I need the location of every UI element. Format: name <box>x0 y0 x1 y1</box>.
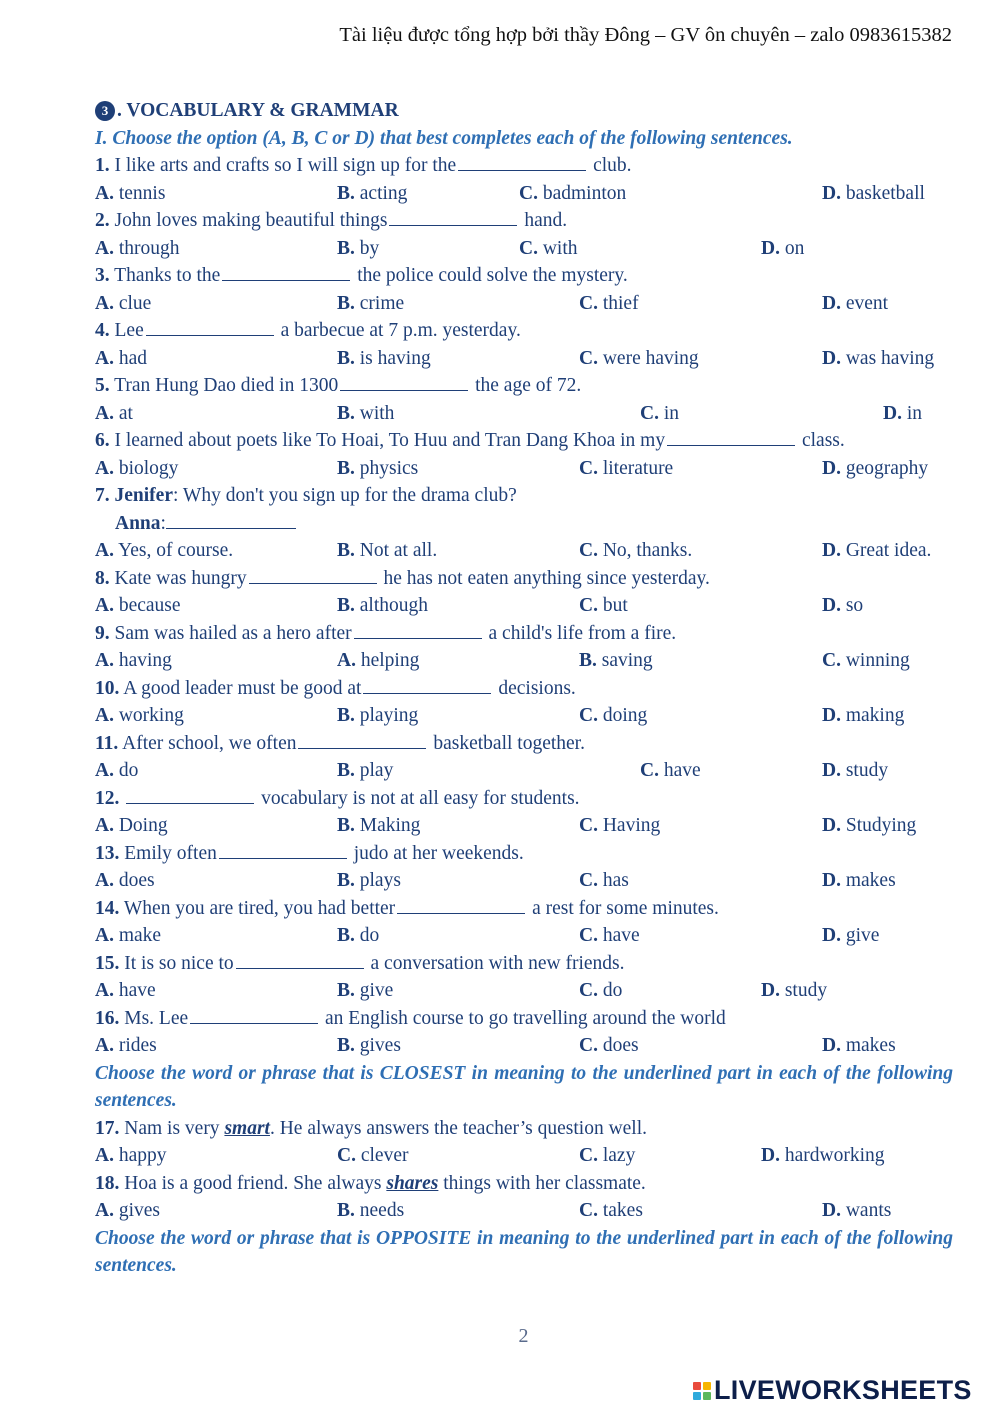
question-10: 10. A good leader must be good at decisions. <box>95 675 953 703</box>
option-d[interactable]: D. on <box>761 237 805 259</box>
options-13 <box>95 867 953 895</box>
option-b[interactable]: B. Not at all. <box>337 540 438 561</box>
answer-blank <box>340 372 468 391</box>
option-c[interactable]: C. Having <box>579 815 661 836</box>
option-b[interactable]: B. although <box>337 595 429 616</box>
question-8: 8. Kate was hungry he has not eaten anything since yesterday. <box>95 565 953 593</box>
question-18: 18. Hoa is a good friend. She always shares things with her classmate. <box>95 1172 646 1194</box>
option-d[interactable]: D. hardworking <box>761 1145 885 1166</box>
logo-grid-icon <box>693 1382 711 1400</box>
option-d[interactable]: D. makes <box>822 870 896 891</box>
option-c[interactable]: C. badminton <box>519 182 627 204</box>
option-a[interactable]: A. through <box>95 237 180 259</box>
question-16: 16. Ms. Lee an English course to go travelling around the world <box>95 1005 953 1033</box>
answer-blank <box>667 427 795 446</box>
answer-blank <box>249 565 377 584</box>
section-title-text: . VOCABULARY & GRAMMAR <box>117 100 399 121</box>
speaker-anna: Anna <box>115 512 161 534</box>
option-c[interactable]: C. does <box>579 1035 639 1056</box>
question-15: 15. It is so nice to a conversation with new friends. <box>95 950 953 978</box>
options-7 <box>95 537 953 565</box>
option-b[interactable]: B. is having <box>337 347 431 369</box>
option-b[interactable]: B. needs <box>337 1200 405 1221</box>
option-b[interactable]: B. give <box>337 980 394 1001</box>
option-d[interactable]: C. winning <box>822 650 910 671</box>
option-b[interactable]: B. physics <box>337 457 419 479</box>
option-a[interactable]: A. happy <box>95 1145 167 1166</box>
option-d[interactable]: D. was having <box>822 347 935 369</box>
document-header: Tài liệu được tổng hợp bởi thầy Đông – GV ôn chuyên – zalo 0983615382 <box>339 24 952 46</box>
options-6 <box>95 455 953 483</box>
options-5 <box>95 400 953 428</box>
question-9: 9. Sam was hailed as a hero after a child's life from a fire. <box>95 620 953 648</box>
question-12: 12. vocabulary is not at all easy for students. <box>95 785 953 813</box>
option-c[interactable]: C. No, thanks. <box>579 540 693 561</box>
option-d[interactable]: D. Great idea. <box>822 540 932 561</box>
option-b[interactable]: B. do <box>337 925 380 946</box>
question-17: 17. Nam is very smart. He always answers the teacher’s question well. <box>95 1117 648 1139</box>
option-b[interactable]: B. by <box>337 237 380 259</box>
option-d[interactable]: D. so <box>822 595 864 616</box>
question-11: 11. After school, we often basketball together. <box>95 730 953 758</box>
option-c[interactable]: C. doing <box>579 705 648 726</box>
options-8 <box>95 592 953 620</box>
worksheet-content <box>95 97 953 1280</box>
question-7-reply: Anna: <box>95 510 953 538</box>
option-a[interactable]: A. working <box>95 705 184 726</box>
instruction-opposite: Choose the word or phrase that is OPPOSITE in meaning to the underlined part in each of the following sentences. <box>95 1227 953 1276</box>
options-3 <box>95 290 953 318</box>
answer-blank <box>222 262 350 281</box>
section-number-badge: 3 <box>95 101 115 121</box>
answer-blank <box>458 152 586 171</box>
logo-text: LIVEWORKSHEETS <box>714 1375 972 1405</box>
option-a[interactable]: A. Doing <box>95 815 168 836</box>
option-d[interactable]: D. study <box>822 760 889 781</box>
option-d[interactable]: D. give <box>822 925 880 946</box>
option-d[interactable]: D. makes <box>822 1035 896 1056</box>
option-b[interactable]: B. gives <box>337 1035 401 1056</box>
options-15 <box>95 977 953 1005</box>
question-7: 7. Jenifer: Why don't you sign up for the drama club? <box>95 485 517 506</box>
option-b[interactable]: B. plays <box>337 870 401 891</box>
section-title <box>95 97 953 125</box>
option-d[interactable]: D. wants <box>822 1200 892 1221</box>
instruction-part-1: I. Choose the option (A, B, C or D) that best completes each of the following sentences. <box>95 127 793 149</box>
option-a[interactable]: A. because <box>95 595 181 616</box>
options-11 <box>95 757 953 785</box>
options-16 <box>95 1032 953 1060</box>
option-b[interactable]: B. play <box>337 760 394 781</box>
question-2: 2. John loves making beautiful things hand. <box>95 207 953 235</box>
option-a[interactable]: A. at <box>95 402 133 424</box>
option-c[interactable]: B. saving <box>579 650 653 671</box>
question-5: 5. Tran Hung Dao died in 1300 the age of 72. <box>95 372 953 400</box>
option-a[interactable]: A. tennis <box>95 182 166 204</box>
underlined-word: shares <box>386 1172 439 1194</box>
option-c[interactable]: C. takes <box>579 1200 643 1221</box>
option-a[interactable]: A. having <box>95 650 172 671</box>
options-18 <box>95 1197 953 1225</box>
option-c[interactable]: C. do <box>579 980 623 1001</box>
option-b[interactable]: C. clever <box>337 1145 409 1166</box>
option-b[interactable]: B. Making <box>337 815 421 836</box>
answer-blank <box>190 1005 318 1024</box>
option-a[interactable]: A. make <box>95 925 162 946</box>
option-a[interactable]: A. does <box>95 870 155 891</box>
option-a[interactable]: A. had <box>95 347 147 369</box>
option-b[interactable]: B. playing <box>337 705 419 726</box>
option-d[interactable]: D. making <box>822 705 905 726</box>
option-c[interactable]: C. in <box>640 402 680 424</box>
instruction-closest: Choose the word or phrase that is CLOSEST in meaning to the underlined part in each of the following sentences. <box>95 1062 953 1111</box>
option-c[interactable]: C. has <box>579 870 629 891</box>
options-14 <box>95 922 953 950</box>
answer-blank <box>397 895 525 914</box>
option-a[interactable]: A. rides <box>95 1035 157 1056</box>
options-9 <box>95 647 953 675</box>
option-b[interactable]: B. acting <box>337 182 408 204</box>
option-a[interactable]: A. biology <box>95 457 179 479</box>
options-4 <box>95 345 953 373</box>
option-c[interactable]: C. were having <box>579 347 699 369</box>
options-10 <box>95 702 953 730</box>
answer-blank <box>166 510 296 529</box>
answer-blank <box>146 317 274 336</box>
option-b[interactable]: A. helping <box>337 650 420 671</box>
option-a[interactable]: A. clue <box>95 292 152 314</box>
question-13: 13. Emily often judo at her weekends. <box>95 840 953 868</box>
option-d[interactable]: D. basketball <box>822 182 925 204</box>
option-a[interactable]: A. gives <box>95 1200 161 1221</box>
options-2 <box>95 235 953 263</box>
option-c[interactable]: C. have <box>640 760 701 781</box>
question-3: 3. Thanks to the the police could solve the mystery. <box>95 262 953 290</box>
option-d[interactable]: D. in <box>883 402 923 424</box>
underlined-word: smart <box>224 1117 270 1139</box>
page-number: 2 <box>518 1325 529 1347</box>
option-a[interactable]: A. Yes, of course. <box>95 540 234 561</box>
options-1 <box>95 180 953 208</box>
option-c[interactable]: C. lazy <box>579 1145 636 1166</box>
liveworksheets-logo[interactable] <box>693 1375 972 1406</box>
question-1: 1. I like arts and crafts so I will sign up for the club. <box>95 152 953 180</box>
answer-blank <box>219 840 347 859</box>
option-a[interactable]: A. do <box>95 760 139 781</box>
option-c[interactable]: C. literature <box>579 457 674 479</box>
option-a[interactable]: A. have <box>95 980 156 1001</box>
answer-blank <box>389 207 517 226</box>
option-c[interactable]: C. thief <box>579 292 639 314</box>
option-c[interactable]: C. have <box>579 925 640 946</box>
option-d[interactable]: D. Studying <box>822 815 917 836</box>
answer-blank <box>363 675 491 694</box>
answer-blank <box>236 950 364 969</box>
option-b[interactable]: B. crime <box>337 292 405 314</box>
option-d[interactable]: D. study <box>761 980 828 1001</box>
option-d[interactable]: D. geography <box>822 457 929 479</box>
options-12 <box>95 812 953 840</box>
options-17 <box>95 1142 953 1170</box>
question-14: 14. When you are tired, you had better a rest for some minutes. <box>95 895 953 923</box>
answer-blank <box>298 730 426 749</box>
option-c[interactable]: C. with <box>519 237 578 259</box>
speaker-jenifer: Jenifer <box>114 485 173 506</box>
option-b[interactable]: B. with <box>337 402 395 424</box>
question-6: 6. I learned about poets like To Hoai, To Huu and Tran Dang Khoa in my class. <box>95 427 953 455</box>
option-d[interactable]: D. event <box>822 292 889 314</box>
option-c[interactable]: C. but <box>579 595 628 616</box>
answer-blank <box>126 785 254 804</box>
question-4: 4. Lee a barbecue at 7 p.m. yesterday. <box>95 317 953 345</box>
answer-blank <box>354 620 482 639</box>
